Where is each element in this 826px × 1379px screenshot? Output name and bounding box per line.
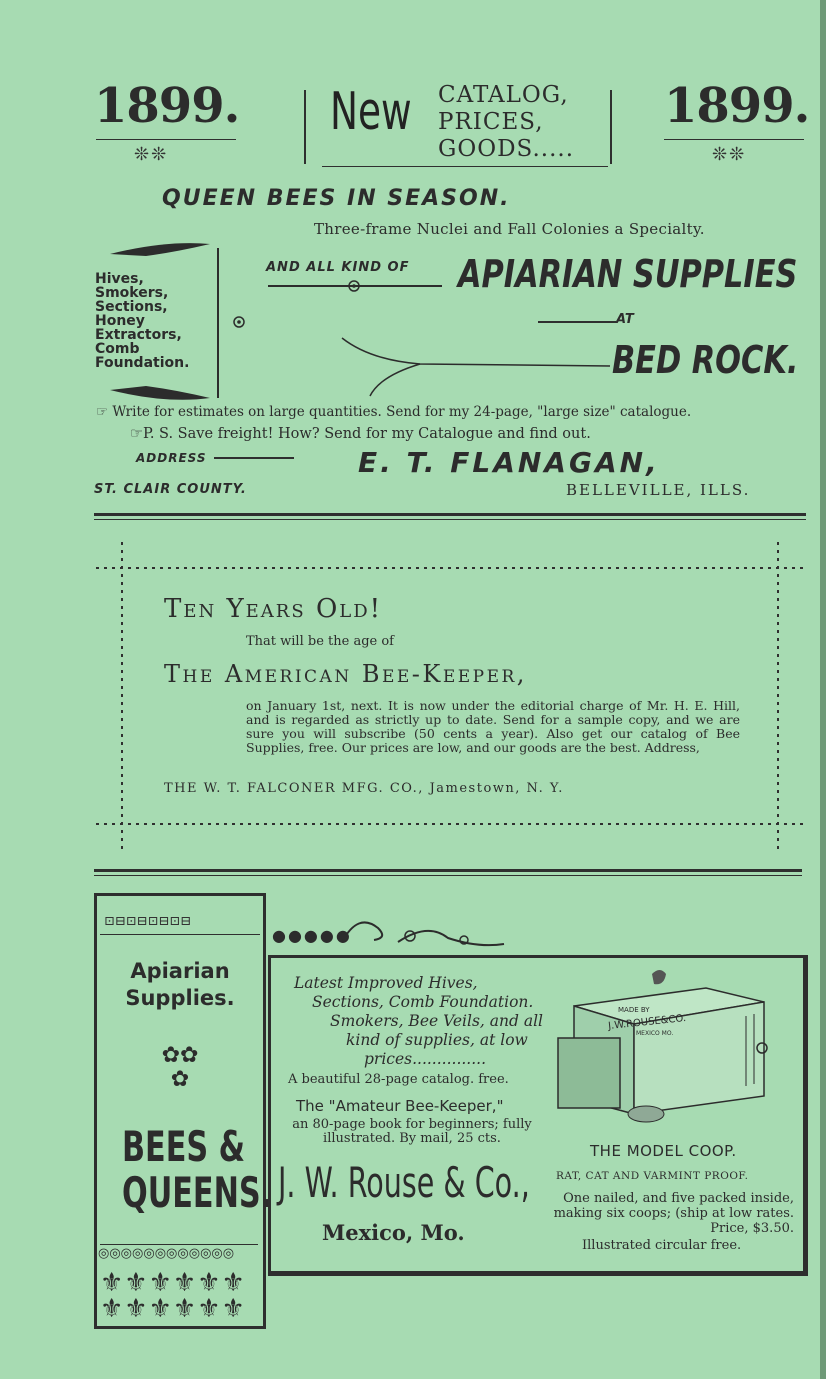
city-label: BELLEVILLE, ILLS. bbox=[566, 481, 751, 499]
coop-desc: One nailed, and five packed inside, making six coops; (ship at low rates. Price, $3.50. bbox=[553, 1191, 794, 1236]
page-edge bbox=[820, 0, 826, 1379]
bee-keeper-title: The American Bee-Keeper, bbox=[164, 660, 527, 688]
arrow-ornament bbox=[266, 278, 446, 298]
product-item: Hives, bbox=[95, 271, 144, 287]
catalog-line: CATALOG, bbox=[438, 82, 569, 108]
flower-ornament-right: ❊❊ bbox=[712, 144, 747, 165]
ps-line bbox=[130, 426, 591, 442]
scroll-ornament bbox=[338, 902, 508, 952]
ornament-rule bbox=[100, 1244, 258, 1245]
section-divider bbox=[94, 513, 806, 516]
write-line bbox=[96, 404, 691, 420]
new-word: New bbox=[330, 82, 412, 142]
ornament-rule bbox=[100, 934, 260, 935]
product-item: Smokers, bbox=[95, 285, 169, 301]
bed-rock-title: BED ROCK. bbox=[612, 338, 799, 382]
county-label: ST. CLAIR COUNTY. bbox=[94, 482, 247, 497]
year-right-underline bbox=[664, 139, 804, 140]
rouse-location: Mexico, Mo. bbox=[322, 1220, 465, 1245]
rouse-company: J. W. Rouse & Co., bbox=[278, 1158, 530, 1207]
circle-chain-ornament: ◎◎◎◎◎◎◎◎◎◎◎◎ bbox=[98, 1246, 235, 1261]
italic-line: Sections, Comb Foundation. bbox=[312, 993, 534, 1011]
product-item: Sections, bbox=[95, 299, 168, 315]
bracket-right bbox=[610, 90, 612, 164]
catalog-underline bbox=[322, 166, 608, 167]
catalog-line: PRICES, bbox=[438, 109, 544, 135]
product-item: Foundation. bbox=[95, 355, 190, 371]
fleur-ornament: ⚜⚜⚜⚜⚜⚜ ⚜⚜⚜⚜⚜⚜ bbox=[100, 1268, 246, 1324]
at-label: AT bbox=[616, 312, 634, 327]
greek-key-ornament: ⊡⊟⊡⊟⊡⊟⊡⊟ bbox=[104, 914, 192, 929]
catalog-note: A beautiful 28-page catalog. free. bbox=[288, 1072, 509, 1087]
catalog-line: GOODS..... bbox=[438, 136, 575, 162]
product-item: Comb bbox=[95, 341, 140, 357]
amateur-desc: an 80-page book for beginners; fully illustrated. By mail, 25 cts. bbox=[292, 1117, 532, 1146]
model-coop-illustration bbox=[556, 966, 792, 1126]
pointing-hand-icon: ☞ bbox=[130, 426, 143, 442]
flower-ornament-left: ❊❊ bbox=[134, 144, 169, 165]
coop-circular: Illustrated circular free. bbox=[582, 1238, 742, 1253]
section-divider bbox=[94, 869, 802, 872]
at-line bbox=[538, 321, 616, 323]
italic-line: prices............... bbox=[364, 1050, 487, 1068]
coop-title: THE MODEL COOP. bbox=[590, 1142, 737, 1160]
product-list bbox=[95, 272, 189, 370]
and-all-kind-label: AND ALL KIND OF bbox=[266, 260, 410, 275]
address-label: ADDRESS bbox=[136, 451, 207, 465]
amateur-title: The "Amateur Bee-Keeper," bbox=[296, 1097, 504, 1115]
year-right: 1899. bbox=[664, 78, 810, 134]
year-left-underline bbox=[96, 139, 236, 140]
italic-line: Latest Improved Hives, bbox=[294, 974, 478, 992]
falconer-body: on January 1st, next. It is now under the editorial charge of Mr. H. E. Hill, and is regarded as strictly up to date. Send for a sample copy, and we are sure you will subscribe (50 cents a year). Also get our catalog of Bee Supplies, free. Our prices are low, and our goods are the best. Address, bbox=[246, 698, 740, 755]
ten-years-headline: Ten Years Old! bbox=[164, 594, 383, 624]
catalog-lines bbox=[438, 82, 574, 163]
nuclei-subheadline: Three-frame Nuclei and Fall Colonies a Specialty. bbox=[314, 220, 705, 238]
product-item: Honey bbox=[95, 313, 145, 329]
write-line-text: Write for estimates on large quantities. Send for my 24-page, "large size" catalogue. bbox=[112, 404, 692, 420]
bracket-left bbox=[304, 90, 306, 164]
flanagan-name: E. T. FLANAGAN, bbox=[358, 446, 660, 479]
apiarian-supplies-title: APIARIAN SUPPLIES bbox=[458, 252, 798, 296]
side-title: Apiarian Supplies. bbox=[125, 959, 235, 1010]
coop-maker: J.W.ROUSE&CO. bbox=[607, 1012, 687, 1033]
swoosh-ornament bbox=[340, 330, 620, 400]
dot-ornament: ●●●●● bbox=[272, 926, 352, 945]
italic-product-lines bbox=[294, 974, 543, 1069]
bees-queens-title: BEES & QUEENS. bbox=[122, 1122, 273, 1217]
coop-sub: RAT, CAT AND VARMINT PROOF. bbox=[556, 1170, 749, 1182]
ps-line-text: P. S. Save freight! How? Send for my Catalogue and find out. bbox=[143, 426, 591, 442]
italic-line: Smokers, Bee Veils, and all bbox=[330, 1012, 543, 1030]
address-line bbox=[214, 457, 294, 459]
product-item: Extractors, bbox=[95, 327, 182, 343]
year-left: 1899. bbox=[94, 78, 240, 134]
falconer-signature: THE W. T. FALCONER MFG. CO., Jamestown, N. Y. bbox=[164, 781, 564, 796]
section-divider-thin bbox=[94, 519, 806, 520]
italic-line: kind of supplies, at low bbox=[346, 1031, 528, 1049]
age-intro: That will be the age of bbox=[246, 634, 394, 649]
pointing-hand-icon: ☞ bbox=[96, 404, 109, 420]
queen-bees-headline: QUEEN BEES IN SEASON. bbox=[162, 186, 511, 211]
coop-place: MEXICO MO. bbox=[636, 1030, 674, 1037]
section-divider-thin bbox=[94, 875, 802, 876]
rosette-ornament: ✿✿ ✿ bbox=[161, 1043, 199, 1092]
coop-made-by: MADE BY bbox=[618, 1006, 650, 1014]
